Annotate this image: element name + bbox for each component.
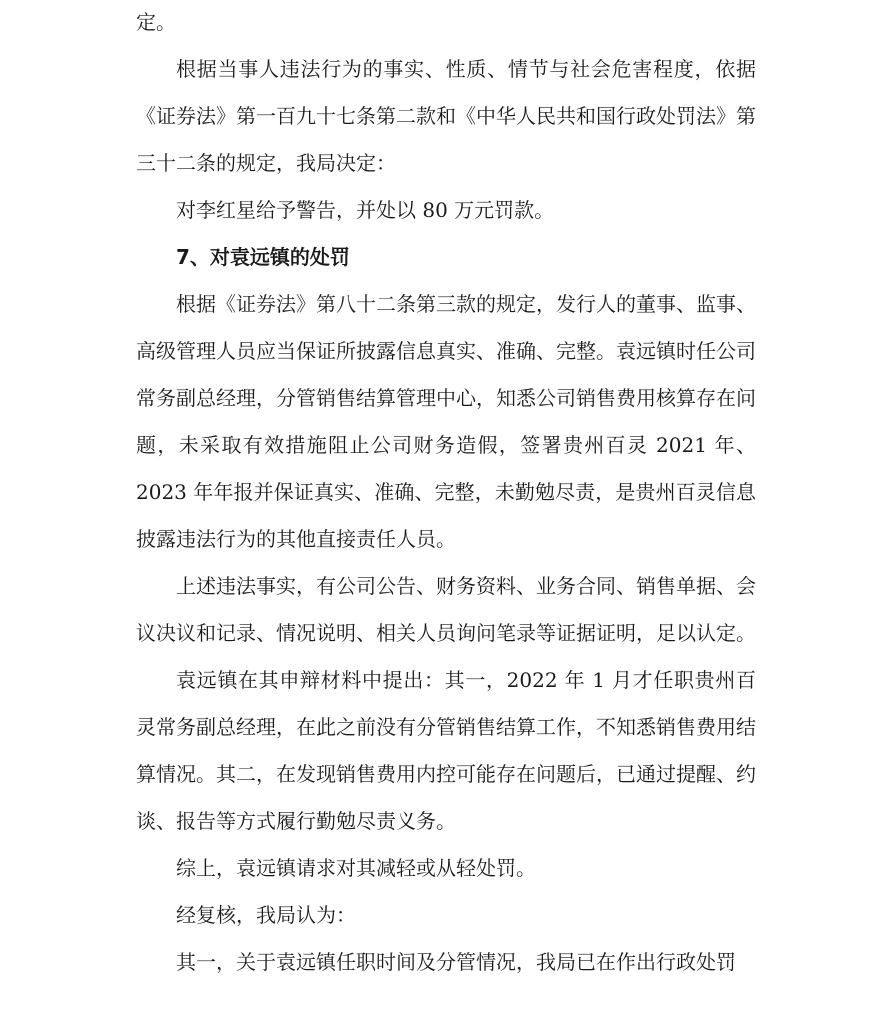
document-body [136,0,756,986]
section-heading: 7、对袁远镇的处罚 [176,245,350,269]
paragraph-review-point-one: 其一，关于袁远镇任职时间及分管情况，我局已在作出行政处罚 [176,950,736,974]
paragraph-defense: 袁远镇在其申辩材料中提出：其一，2022 年 1 月才任职贵州百灵常务副总经理，在此之前没有分管销售结算工作，不知悉销售费用结算情况。其二，在发现销售费用内控可能存在问题后，已通过提醒、约谈、报告等方式履行勤勉尽责义务。 [136,668,756,833]
paragraph-continuation: 定。 [136,10,176,34]
paragraph-penalty-basis: 根据当事人违法行为的事实、性质、情节与社会危害程度，依据《证券法》第一百九十七条第二款和《中华人民共和国行政处罚法》第三十二条的规定，我局决定： [136,57,756,175]
paragraph-evidence: 上述违法事实，有公司公告、财务资料、业务合同、销售单据、会议决议和记录、情况说明、相关人员询问笔录等证据证明，足以认定。 [136,574,756,645]
paragraph-review: 经复核，我局认为： [176,903,356,927]
paragraph-defense-summary: 综上，袁远镇请求对其减轻或从轻处罚。 [176,856,536,880]
paragraph-penalty-decision: 对李红星给予警告，并处以 80 万元罚款。 [176,198,555,222]
paragraph-legal-basis: 根据《证券法》第八十二条第三款的规定，发行人的董事、监事、高级管理人员应当保证所披露信息真实、准确、完整。袁远镇时任公司常务副总经理，分管销售结算管理中心，知悉公司销售费用核算存在问题，未采取有效措施阻止公司财务造假，签署贵州百灵 2021 年、2023 年年报并保证真实、准确、完整，未勤勉尽责，是贵州百灵信息披露违法行为的其他直接责任人员。 [136,292,756,551]
